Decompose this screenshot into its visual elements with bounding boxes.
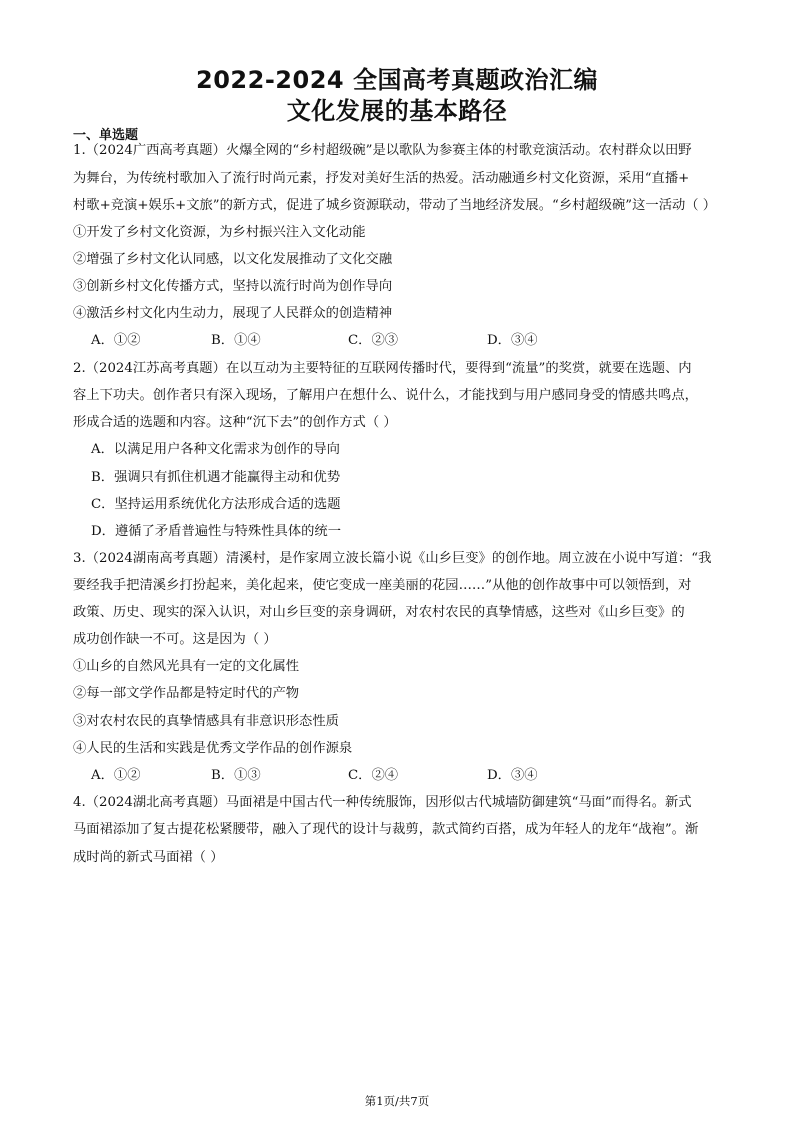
q2-stem-line: 形成合适的选题和内容。这种“沉下去”的创作方式（ ）	[73, 415, 397, 430]
q3-stem-line: 要经我手把清溪乡打扮起来，美化起来，使它变成一座美丽的花园……”从他的创作故事中可以领悟到，对	[73, 578, 692, 593]
q3-option-a: A．①②	[91, 768, 141, 783]
q2-option-d: D．遵循了矛盾普遍性与特殊性具体的统一	[91, 524, 342, 539]
q1-stem-line: 1.（2024广西高考真题）火爆全网的“乡村超级碗”是以歌队为参赛主体的村歌竞演活动。农村群众以田野	[73, 143, 692, 158]
q1-option-a: A．①②	[91, 333, 141, 348]
q3-stem-line: 政策、历史、现实的深入认识，对山乡巨变的亲身调研，对农村农民的真挚情感，这些对《山乡巨变》的	[73, 605, 685, 620]
q3-option-b: B．①③	[211, 768, 261, 783]
q2-option-b: B．强调只有抓住机遇才能赢得主动和优势	[91, 470, 341, 485]
q1-option-c: C．②③	[348, 333, 399, 348]
q1-option-b: B．①④	[211, 333, 261, 348]
doc-title: 2022-2024 全国高考真题政治汇编	[196, 66, 598, 94]
q2-stem-line: 2.（2024江苏高考真题）在以互动为主要特征的互联网传播时代，要得到“流量”的奖赏，就要在选题、内	[73, 361, 692, 376]
q3-stem-line: 成功创作缺一不可。这是因为（ ）	[73, 632, 277, 647]
section-heading: 一、单选题	[73, 128, 139, 143]
q4-stem-line: 马面裙添加了复古提花松紧腰带，融入了现代的设计与裁剪，款式简约百搭，成为年轻人的龙年“战袍”。渐	[73, 822, 699, 837]
q2-option-a: A．以满足用户各种文化需求为创作的导向	[91, 442, 340, 457]
q3-stem-line: 3.（2024湖南高考真题）清溪村，是作家周立波长篇小说《山乡巨变》的创作地。周立波在小说中写道：“我	[73, 551, 712, 566]
q3-item: ②每一部文学作品都是特定时代的产物	[73, 686, 300, 701]
q2-stem-line: 容上下功夫。创作者只有深入现场，了解用户在想什么、说什么，才能找到与用户感同身受的情感共鸣点，	[73, 388, 698, 403]
q1-stem-line: 村歌+竞演+娱乐+文旅”的新方式，促进了城乡资源联动，带动了当地经济发展。“乡村超级碗”这一活动（ ）	[73, 198, 717, 213]
q1-item: ④激活乡村文化内生动力，展现了人民群众的创造精神	[73, 306, 393, 321]
q1-stem-line: 为舞台，为传统村歌加入了流行时尚元素，抒发对美好生活的热爱。活动融通乡村文化资源，采用“直播+	[73, 171, 690, 186]
q3-option-c: C．②④	[348, 768, 399, 783]
q2-option-c: C．坚持运用系统优化方法形成合适的选题	[91, 497, 341, 512]
q3-option-d: D．③④	[487, 768, 538, 783]
q3-item: ①山乡的自然风光具有一定的文化属性	[73, 659, 300, 674]
q1-item: ①开发了乡村文化资源，为乡村振兴注入文化动能	[73, 225, 366, 240]
q4-stem-line: 成时尚的新式马面裙（ ）	[73, 850, 224, 865]
q3-item: ③对农村农民的真挚情感具有非意识形态性质	[73, 714, 339, 729]
q4-stem-line: 4.（2024湖北高考真题）马面裙是中国古代一种传统服饰，因形似古代城墙防御建筑“马面”而得名。新式	[73, 795, 692, 810]
page-footer: 第1页/共7页	[364, 1094, 430, 1108]
q1-option-d: D．③④	[487, 333, 538, 348]
q1-item: ③创新乡村文化传播方式，坚持以流行时尚为创作导向	[73, 279, 393, 294]
doc-subtitle: 文化发展的基本路径	[286, 97, 508, 125]
q1-item: ②增强了乡村文化认同感，以文化发展推动了文化交融	[73, 252, 393, 267]
q3-item: ④人民的生活和实践是优秀文学作品的创作源泉	[73, 741, 353, 756]
